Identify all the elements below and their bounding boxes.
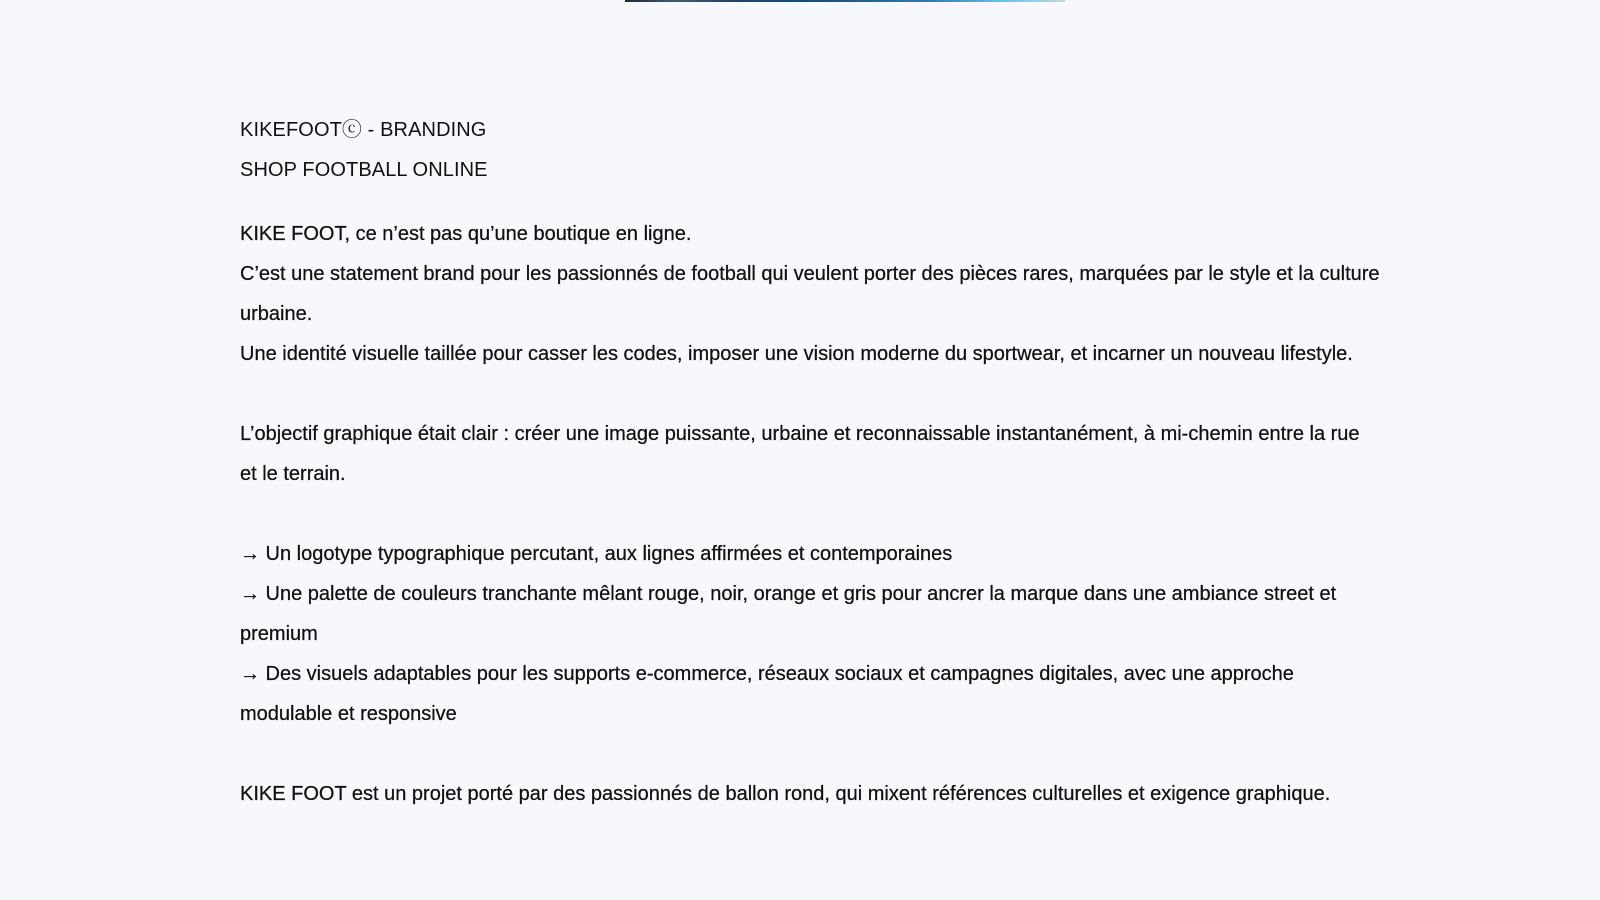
intro-line: C’est une statement brand pour les passionnés de football qui veulent porter des pièces rares, marquées par le style et la culture urbaine. bbox=[240, 263, 1380, 325]
points-section bbox=[240, 534, 1380, 734]
spacer bbox=[240, 494, 1380, 534]
project-subtitle: SHOP FOOTBALL ONLINE bbox=[240, 159, 488, 181]
project-description bbox=[240, 110, 1380, 814]
intro-section bbox=[240, 214, 1380, 374]
closing-section bbox=[240, 774, 1380, 814]
project-title: KIKEFOOTⓒ - BRANDING bbox=[240, 119, 487, 141]
intro-line: Une identité visuelle taillée pour casser les codes, imposer une vision moderne du sportwear, et incarner un nouveau lifestyle. bbox=[240, 343, 1353, 365]
spacer bbox=[240, 374, 1380, 414]
objective-section bbox=[240, 414, 1380, 494]
project-image-bottom-edge bbox=[625, 0, 1065, 2]
objective-text: L’objectif graphique était clair : créer une image puissante, urbaine et reconnaissable instantanément, à mi-chemin entre la rue et le terrain. bbox=[240, 423, 1360, 485]
intro-line: KIKE FOOT, ce n’est pas qu’une boutique en ligne. bbox=[240, 223, 692, 245]
point-item: → Un logotype typographique percutant, aux lignes affirmées et contemporaines bbox=[240, 543, 953, 565]
closing-text: KIKE FOOT est un projet porté par des passionnés de ballon rond, qui mixent références culturelles et exigence graphique. bbox=[240, 783, 1331, 805]
project-title-block bbox=[240, 110, 1380, 190]
point-item: → Des visuels adaptables pour les supports e-commerce, réseaux sociaux et campagnes digitales, avec une approche modulable et responsive bbox=[240, 663, 1294, 725]
point-item: → Une palette de couleurs tranchante mêlant rouge, noir, orange et gris pour ancrer la marque dans une ambiance street et premium bbox=[240, 583, 1337, 645]
spacer bbox=[240, 734, 1380, 774]
